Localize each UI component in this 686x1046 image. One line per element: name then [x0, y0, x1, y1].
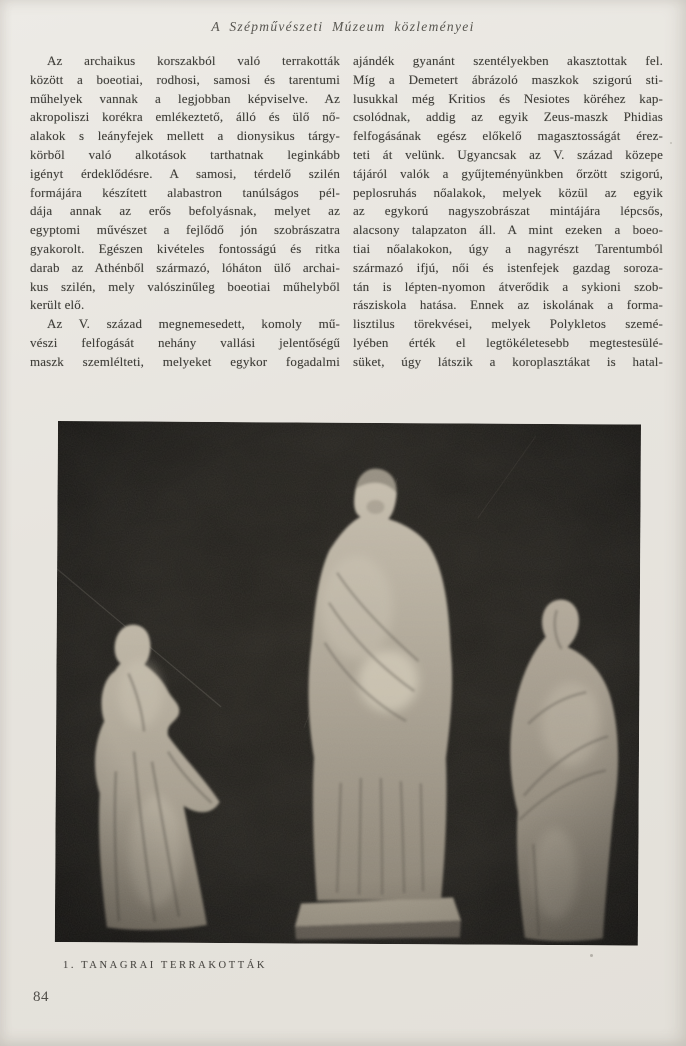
text-line: származó ifjú, női és istenfejek gazdag soroza-: [353, 259, 663, 275]
text-line: maszk szemlélteti, melyeket egykor fogadalmi: [30, 353, 340, 369]
paragraph: [30, 52, 340, 315]
text-line: teti át velünk. Ugyancsak az V. század közepe: [353, 146, 663, 162]
paragraph: [30, 315, 340, 371]
text-column-right: [353, 52, 663, 372]
text-line: között a boeotiai, rodhosi, samosi és tarentumi: [30, 71, 340, 87]
text-line: tájáról valók a gyűjteményünkben őrzött szigorú,: [353, 165, 663, 181]
figure-photograph: [55, 421, 641, 946]
text-line: alakok s leányfejek mellett a dionysikus tárgy-: [30, 128, 340, 144]
text-line: igényt érdeklődésre. A samosi, térdelő szilén: [30, 165, 340, 181]
text-column-left: [30, 52, 340, 372]
paragraph: [353, 52, 663, 372]
running-header: A Szépművészeti Múzeum közleményei: [211, 19, 475, 34]
text-line: lisztilus törekvései, melyek Polykletos szemé-: [353, 316, 663, 332]
text-line: ajándék gyanánt szentélyekben akasztottak fel.: [353, 53, 663, 68]
figure-caption: 1. TANAGRAI TERRAKOTTÁK: [63, 960, 268, 971]
text-line: peplosruhás nőalakok, melyek közül az egyik: [353, 184, 663, 200]
text-line: vészi felfogását nehány vallási jelentőségű: [30, 334, 340, 350]
text-line: tán is lépten-nyomon átverődik a sykioni szob-: [353, 278, 663, 294]
text-line: gyakorolt. Egészen kivételes fontosságú és ritka: [30, 240, 340, 256]
article-text: [30, 52, 663, 372]
text-line: felfogásának egész előkelő magasztosságát érez-: [353, 128, 663, 144]
text-line: Az V. század megnemesedett, komoly mű-: [47, 316, 340, 332]
text-line: Az archaikus korszakból való terrakották: [47, 53, 340, 68]
text-line: akropoliszi korékra emlékeztető, álló és ülő nő-: [30, 109, 340, 125]
text-line: került elő.: [30, 297, 85, 313]
paper-speck: [670, 142, 672, 144]
text-line: lusukkal még Kritios és Nesiotes köréhez kap-: [353, 90, 663, 106]
statues-illustration: [55, 421, 641, 946]
paper-speck: [590, 954, 593, 957]
text-line: műhelyek vannak a legjobban képviselve. Az: [30, 90, 340, 106]
text-line: formájára készített alabastron tanúlságos pél-: [30, 184, 340, 200]
text-line: tiai nőalakokon, úgy a nagyrészt Tarentumból: [353, 240, 663, 256]
text-line: dája annak az erős befolyásnak, melyet az: [30, 203, 340, 219]
text-line: egyptomi művészet a fejlődő jón szobrászatra: [30, 222, 340, 238]
text-line: kus szilén, mely valószinűleg boeotiai műhelyből: [30, 278, 340, 294]
text-line: csolódnak, addig az egyik Zeus-maszk Phidias: [353, 109, 663, 125]
text-line: Míg a Demetert ábrázoló maszkok szigorú sti-: [353, 71, 663, 87]
text-line: az egykorú nagyszobrászat mintájára lépcsős,: [353, 203, 663, 219]
text-line: lyében érték el legtökéletesebb megtestesülé-: [353, 334, 663, 350]
text-line: körből való alkotások tarthatnak leginkább: [30, 146, 340, 162]
text-line: alacsony talapzaton áll. A mint ezeken a boeo-: [353, 222, 663, 238]
page-number: 84: [33, 989, 49, 1005]
text-line: rásziskola hatása. Ennek az iskolának a forma-: [353, 297, 663, 313]
text-line: süket, úgy látszik a koroplasztákat is hatal-: [353, 353, 663, 369]
text-line: darab az Athénből származó, lóháton ülő archai-: [30, 259, 340, 275]
